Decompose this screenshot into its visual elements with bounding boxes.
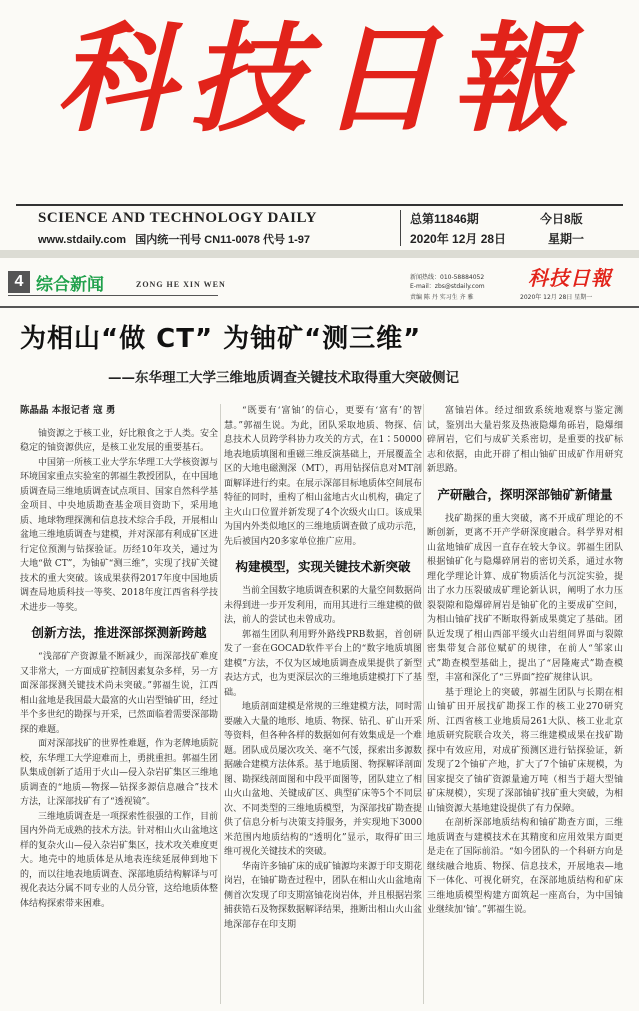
paragraph: 当前全国数字地质调查积累的大量空间数据尚未得到进一步开发利用，而用其进行三维建模的做法，前人的尝试也未曾成功。: [224, 586, 423, 625]
masthead-divider: [400, 210, 401, 246]
header-bottom-rule: [0, 306, 639, 308]
page-header: [0, 262, 639, 308]
news-email[interactable]: E-mail：zbs@stdaily.com: [410, 283, 485, 290]
article-column-1: [20, 404, 218, 911]
paragraph: “浅部矿产资源量不断减少，而深部找矿难度又非常大，一方面成矿控制因素复杂多样，另一方面深部探测关键技术尚未突破。”郭福生说，江西相山盆地是我国最大最富的火山岩型铀矿田，经过半个多世纪的勘探与开采，已然面临着需要深部勘探的难题。: [20, 652, 219, 735]
masthead-rule: [16, 204, 623, 206]
page-count: 今日8版: [540, 212, 583, 226]
paragraph: 基于理论上的突破，郭福生团队与长期在相山铀矿田开展找矿勘探工作的核工业270研究所、江西省核工业地质局261大队、核工业北京地质研究院联合攻关，将三维建模成果在找矿勘探中有效应用，对成矿预测区进行钻探验证，新发现了2个铀矿产地，扩大了7个铀矿床规模，为国家提交了铀矿资源量逾万吨（相当于超大型铀矿床规模），实现了深部铀矿找矿重大突破，为相山铀资源大基地建设提供了有力保障。: [427, 687, 623, 814]
issue-number: 总第11846期: [410, 212, 479, 226]
article-column-2: [224, 404, 422, 932]
masthead-web-and-codes: [38, 231, 310, 247]
paragraph: 找矿勘探的重大突破，离不开成矿理论的不断创新，更离不开产学研深度融合。科学界对相山盆地铀矿成因一直存在较大争议。郭福生团队根据铀矿化与隐爆碎屑岩的密切关系，通过水物理化学理论计算、成矿物质活化与沉淀实验，提出了水力压裂破成矿理论新认识，阐明了水力压裂裂隙和隐爆碎屑岩是铀矿化的主要成矿空间，为相山铀矿找矿不断取得新成果奠定了基础。团队近发现了相山西部平缓火山岩组间界面与裂隙密集带复合部位赋矿的规律，在前人“邹家山式”勘查模型基础上，提出了“居隆庵式”勘查模型，丰富和深化了“三界面”控矿规律认识。: [427, 513, 623, 683]
article-subhead: ——东华理工大学三维地质调查关键技术取得重大突破侧记: [108, 370, 459, 386]
section-pinyin: ZONG HE XIN WEN: [136, 280, 226, 289]
paragraph: 郭福生团队利用野外路线PRB数据，首创研发了一套在GOCAD软件平台上的“数字地质填图建模”方法，不仅为区域地质调查成果提供了新型表达方式，也为更深层次的三维地质建模打下了基础。: [224, 629, 423, 698]
header-date: 2020年 12月 28日 星期一: [520, 294, 593, 301]
section-heading: 创新方法，推进深部探测新跨越: [31, 625, 207, 640]
paragraph: 三维地质调查是一项探索性很强的工作，目前国内外尚无成熟的技术方法。针对相山火山盆地这样的复杂火山—侵入杂岩矿集区，技术攻关难度更大。地壳中的地质体是从地表连续延展伸到地下的，而以往地表地质调查、深部地质结构解译与可视化表达分属不同专业的人员分管，这给地质体整体结构探索带来困难。: [20, 811, 219, 909]
masthead-title: 科技日報: [55, 9, 584, 148]
paragraph: 富铀岩体。经过细致系统地观察与鉴定测试，鉴别出大量岩浆及热液隐爆角砾岩，隐爆细碎屑岩，它们与成矿关系密切，是重要的找矿标志和依据，由此开辟了相山铀矿田成矿作用研究新思路。: [427, 406, 623, 474]
section-heading: 构建模型，实现关键技术新突破: [235, 559, 411, 574]
paragraph: 地质剖面建模是常规的三维建模方法，同时需要融入大量的地形、地质、物探、钻孔、矿山开采等资料，但各种各样的数据如何有效集成是一个难题。团队成员屡次攻关、毫不气馁，探索出多源数据融合建模方法体系。基于地质图、物探解译剖面图、勘探线剖面图和中段平面图等，团队建立了相山火山盆地、关键成矿区、典型矿床等5个不同层次、不同类型的三维地质模型，为深部找矿勘查提供了信息分析与决策支持服务，并实现地下3000米范围内地质结构的“透明化”显示，取得矿田三维可视化关键技术的突破。: [224, 702, 423, 857]
news-hotline: 新闻热线：010-58884052: [410, 274, 485, 281]
section-heading: 产研融合，探明深部铀矿新储量: [437, 486, 613, 502]
column-divider: [423, 404, 424, 1004]
paragraph: 面对深部找矿的世界性难题，作为老牌地质院校，东华理工大学迎难而上，勇挑重担。郭福生团队集成创新了适用于火山—侵入杂岩矿集区三维地质调查的“地质—物探—钻探多源信息融合”技术方法，让深部找矿有了“透视镜”。: [20, 739, 219, 807]
page-number: 4: [8, 271, 30, 293]
article-column-3: [427, 404, 623, 918]
paragraph: 华南许多铀矿床的成矿铀源均来源于印支期花岗岩，在铀矿勘查过程中，团队在相山火山盆地南侧首次发现了印支期富铀花岗岩体，并且根据岩浆捕获锆石及物探数据解译结果，推断出相山火山盆地深部存在印支期: [224, 861, 423, 930]
editors: 责编 陈 丹 实习生 齐 雅: [410, 294, 474, 301]
masthead-band: [0, 250, 639, 258]
article-headline: 为相山“做 CT” 为铀矿“测三维”: [20, 324, 422, 354]
english-title: SCIENCE AND TECHNOLOGY DAILY: [38, 210, 317, 226]
section-title: 综合新闻: [36, 275, 104, 295]
mini-logo: 科技日報: [528, 266, 612, 290]
paragraph: 铀资源之于核工业，好比粮食之于人类。安全稳定的铀资源供应，是核工业发展的重要基石。: [20, 428, 219, 453]
masthead: [0, 0, 639, 200]
publication-codes: 国内统一刊号 CN11-0078 代号 1-97: [135, 234, 311, 246]
issue-date: 2020年 12月 28日: [410, 232, 507, 246]
paragraph: “既要有‘富铀’的信心，更要有‘富有’的智慧。”郭福生说。为此，团队采取地质、物探、信息技术人员跨学科协力攻关的方式，在1∶50000地表地质填图和重磁三维反演基础上，开展覆盖全区的大地电磁测深（MT），再用钻探信息对MT剖面解译进行约束。在展示深部目标地质体空间展布特征的同时，重构了相山盆地古火山机构，确定了主火山口位置并新发现了4个次级火山口。该成果为国内外类似地区的三维地质调查做了成功示范，先后被国内20多家单位推广应用。: [224, 406, 423, 547]
column-divider: [220, 404, 221, 1004]
website[interactable]: www.stdaily.com: [38, 234, 127, 246]
weekday: 星期一: [548, 232, 585, 246]
byline: 陈晶晶 本报记者 寇 勇: [20, 405, 116, 416]
section-underline: [8, 295, 218, 296]
paragraph: 在剖析深部地质结构和铀矿勘查方面，三维地质调查与建模技术在其精度和应用效果方面更是走在了国际前沿。“如今团队的一个科研方向是继续融合地质、物探、信息技术，开展地表—地下一体化、可视化研究，在深部地质结构和矿床三维地质模型构建方面筑起一座高台，为中国铀业继续加‘铀’。”郭福生说。: [427, 818, 623, 915]
paragraph: 中国第一所核工业大学东华理工大学核资源与环境国家重点实验室的郭福生教授团队，在中国地质调查局三维地质调查试点项目、国家自然科学基金项目、中央地质勘查基金项目资助下，采用地质、地球物理探测和信息技术综合手段，开展相山盆地三维地质调查与建模，并对深部有利成矿区进行定位预测与钻探验证。历经10年攻关，通过为大地“做 CT”，为铀矿“测三维”，实现了找矿关键技术的重大突破。该成果获得2017年度中国地质调查局地质科技一等奖、2018年度江西省科学技术进步一等奖。: [20, 457, 219, 613]
